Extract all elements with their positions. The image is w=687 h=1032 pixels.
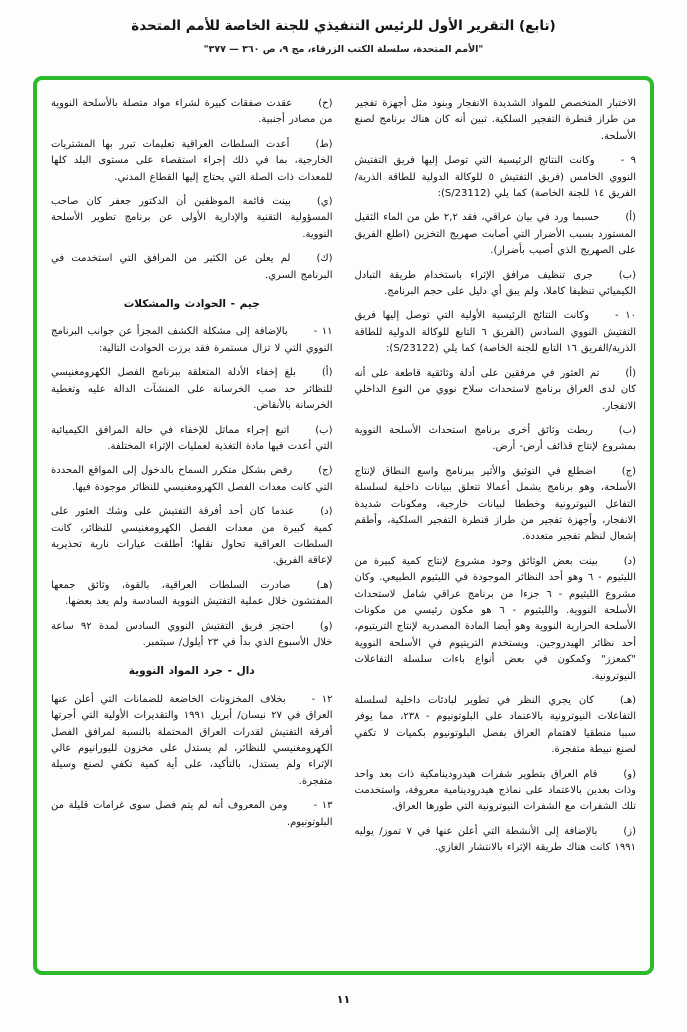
paragraph-marker: (هـ) <box>316 579 333 591</box>
paragraph <box>51 504 333 570</box>
paragraph <box>51 251 333 284</box>
paragraph-text: ربطت وثائق أخرى برنامج استحداث الأسلحة النووية بمشروع لإنتاج قذائف أرض- أرض. <box>354 424 636 453</box>
paragraph-text: بينت بعض الوثائق وجود مشروع لإنتاج كمية كبيرة من الليثيوم - ٦ وهو أحد النظائر الموجودة في الليثيوم الطبيعي. وكان مشروع الليثيوم - ٦ جزءا من برنامج عراقي شامل لاستحداث الأسلحة النووية. والليثيوم - ٦ هو مكون رئيسي من مكونات الأسلحة الحرارية النووية وهو أيضا المادة المصدرية لإنتاج التريتيوم، أحد نظائر الهيدروجين. ويستخدم التريتيوم في الأسلحة النووية "كمعزز" وكمكون في بعض أنواع باءات سلسلة التفاعلات النيوترونية. <box>354 555 636 682</box>
paragraph-text: بالإضافة إلى الأنشطة التي أعلن عنها في ٧ تموز/ يوليه ١٩٩١ كانت هناك طريقة الإثراء بالانتشار الغازي. <box>354 825 636 854</box>
section-heading <box>51 663 333 679</box>
two-column-text-area <box>51 96 636 961</box>
paragraph <box>355 308 637 357</box>
paragraph <box>355 210 637 259</box>
paragraph <box>355 268 637 301</box>
left-column <box>51 96 333 961</box>
paragraph-marker: (أ) <box>625 212 636 224</box>
paragraph-marker: ١١ - <box>313 326 333 338</box>
paragraph-marker: (ط) <box>315 138 333 150</box>
paragraph-marker: ١٣ - <box>313 800 333 812</box>
paragraph-text: ومن المعروف أنه لم يتم فصل سوى غرامات قليلة من البلوتونيوم. <box>51 800 333 828</box>
paragraph-text: قام العراق بتطوير شفرات هيدرودينامكية ذات بعد واحد وذات بعدين بالاعتماد على نماذج هيدرودينامية معروفة، واستخدمت تلك الشفرات مع الشفرات النيوترونية التي طورها العراق. <box>354 768 636 813</box>
paragraph <box>51 798 333 831</box>
paragraph <box>51 137 333 186</box>
paragraph-text: جرى تنظيف مرافق الإثراء باستخدام طريقة التبادل الكيميائي تنظيفا كاملا، ولم يبق أي دليل على حجم البرنامج. <box>354 269 636 298</box>
section-heading <box>51 296 333 312</box>
paragraph-marker: (ب) <box>618 269 636 281</box>
paragraph-text: صادرت السلطات العراقية، بالقوة، وثائق جمعها المفتشون خلال عملية التفتيش النووية السادسة ولم يعد بعضها. <box>51 579 333 608</box>
paragraph-text: وكانت النتائج الرئيسية الأولية التي توصل إليها فريق التفتيش النووي السادس (الفريق ٦ التابع للوكالة الدولية للطاقة الذرية/الفريق ١٦ التابع للجنة الخاصة) كما يلي (S/23122): <box>354 310 636 355</box>
paragraph-text: عندما كان أحد أفرقة التفتيش على وشك العثور على كمية كبيرة من معدات الفصل الكهرومغنيسي للنظائر، كانت السلطات العراقية تحاول نقلها؛ أطلقت عيارات نارية تحذيرية لإعاقة الفريق. <box>51 506 333 567</box>
paragraph <box>51 619 333 652</box>
paragraph-marker: (ب) <box>618 424 636 436</box>
paragraph-text: بينت قائمة الموظفين أن الدكتور جعفر كان صاحب المسؤولية التقنية والإدارية الأولى عن برنامج تطوير الأسلحة النووية. <box>51 196 333 240</box>
paragraph <box>51 578 333 611</box>
paragraph <box>51 194 333 243</box>
paragraph-marker: (هـ) <box>619 695 636 706</box>
document-subtitle: "الأمم المتحدة، سلسلة الكتب الزرقاء، مج ٩، ص ٣٦٠ — ٣٧٧" <box>203 44 484 56</box>
right-column <box>355 96 637 961</box>
paragraph-marker: ٩ - <box>620 155 636 167</box>
paragraph <box>355 693 637 759</box>
paragraph-text: كان يجري النظر في تطوير لبادئات داخلية لسلسلة التفاعلات النيوترونية بالاعتماد على البلوتونيوم - ٢٣٨، مما يوفر سببا منطقيا لاهتمام العراق بفصل البلوتونيوم بكميات لا تكفي لصنع نبيطة متفجرة. <box>354 695 636 756</box>
paragraph-text: دال - جرد المواد النووية <box>128 665 255 678</box>
paragraph-text: حسبما ورد في بيان عراقي، فقد ٢,٢ طن من الماء الثقيل المستورد بسبب الأضرار التي أصابت صهريج التخزين (اطلع الفريق على الصهريج الذي أصيب بأضرار). <box>354 212 636 257</box>
paragraph-marker: (د) <box>320 506 333 518</box>
paragraph-marker: (د) <box>623 555 636 567</box>
paragraph-text: تم العثور في مرفقين على أدلة وثائقية قاطعة على أنه كان لدى العراق برنامج لاستحداث سلاح نووي من النوع الداخلي الانفجار. <box>354 367 636 412</box>
paragraph-text: لم يعلن عن الكثير من المرافق التي استخدمت في البرنامج السري. <box>51 253 333 281</box>
paragraph <box>51 365 333 414</box>
paragraph-text: الاختبار المتخصص للمواد الشديدة الانفجار وبنود مثل أجهزة تفجير من طراز قنطرة التفجير السلكية. تبين أنه كان هناك برنامج لصنع الأسلحة. <box>354 98 636 142</box>
paragraph <box>355 767 637 816</box>
paragraph <box>51 423 333 456</box>
paragraph-marker: (و) <box>319 620 333 632</box>
paragraph-marker: ١٠ - <box>614 310 636 322</box>
paragraph <box>355 824 637 857</box>
paragraph-text: احتجز فريق التفتيش النووي السادس لمدة ٩٢ ساعة خلال الأسبوع الذي بدأ في ٢٣ أيلول/ سبتمبر. <box>51 620 333 648</box>
paragraph <box>51 463 333 496</box>
paragraph-marker: (ك) <box>316 253 333 265</box>
paragraph <box>51 692 333 790</box>
paragraph-marker: (ي) <box>316 196 333 208</box>
green-border-frame <box>33 76 654 975</box>
paragraph <box>355 366 637 415</box>
paragraph <box>51 324 333 357</box>
paragraph-text: اتبع إجراء مماثل للإخفاء في حالة المرافق الكيميائية التي أعدت فيها مادة التغذية لعمليات الإثراء المختلفة. <box>51 424 333 452</box>
paragraph-marker: (ب) <box>315 424 333 436</box>
paragraph-text: عقدت صفقات كبيرة لشراء مواد متصلة بالأسلحة النووية من مصادر أجنبية. <box>51 98 333 126</box>
paragraph-marker: (ز) <box>623 825 636 837</box>
paragraph-marker: ١٢ - <box>311 693 333 705</box>
paragraph-text: اضطلع في التوثيق والأثير ببرنامج واسع النطاق لإنتاج الأسلحة، وهو برنامج يشمل أعمالا تتعلق ببيانات داخلية لسلسلة التفاعل النيوترونية وخططا لبيانات خارجية، ومكونات شديدة الانفجار، وأجهزة تفجير من طراز قنطرة التفجير السلكية، وأطقم إشعال لنظم تفجير متعددة. <box>354 465 636 543</box>
paragraph-text: أعدت السلطات العراقية تعليمات تبرر بها المشتريات الخارجية، بما في ذلك إجراء استقصاء على مستوى البلد كلها للمعدات ذات الصلة التي يحتاج إليها القطاع المدني. <box>51 138 333 183</box>
document-title: (تابع) التقرير الأول للرئيس التنفيذي للجنة الخاصة للأمم المتحدة <box>131 18 556 34</box>
paragraph <box>355 423 637 456</box>
paragraph-marker: (أ) <box>625 367 636 379</box>
paragraph-text: بالإضافة إلى مشكلة الكشف المجزأ عن جوانب البرنامج النووي التي لا تزال مستمرة فقد برزت الحوادث التالية: <box>51 326 333 354</box>
paragraph <box>51 96 333 129</box>
paragraph-marker: (و) <box>623 768 636 780</box>
paragraph <box>355 96 637 145</box>
paragraph-marker: (ج) <box>318 465 333 477</box>
paragraph <box>355 464 637 546</box>
paragraph-text: جيم - الحوادث والمشكلات <box>123 298 260 311</box>
paragraph-text: بخلاف المخزونات الخاضعة للضمانات التي أعلن عنها العراق في ٢٧ نيسان/ أبريل ١٩٩١ والتقديرات الأولية التي أجرتها أفرقة التفتيش لقدرات العراق المحتملة بالنسبة لمرافق الفصل الكهرومغنيسي للنظائر، لم يستدل على مخزون لليورانيوم عالي الإثراء ولم يستدل، بالتأكيد، على أية كمية تكفي لصنع وسيلة متفجرة. <box>51 693 333 787</box>
paragraph-text: رفض بشكل متكرر السماح بالدخول إلى المواقع المحددة التي كانت معدات الفصل الكهرومغنيسي للنظائر موجودة فيها. <box>51 465 333 493</box>
paragraph-marker: (أ) <box>321 367 333 379</box>
paragraph-text: وكانت النتائج الرئيسية التي توصل إليها فريق التفتيش النووي الخامس (فريق التفتيش ٥ للوكالة الدولية للطاقة الذرية/ الفريق ١٤ للجنة الخاصة) كما يلي (S/23112): <box>354 155 636 200</box>
paragraph-marker: (ج) <box>621 465 636 477</box>
paragraph-marker: (ح) <box>318 98 333 109</box>
paragraph-text: بلغ إخفاء الأدلة المتعلقة ببرنامج الفصل الكهرومغنيسي للنظائر حد صب الخرسانة على المنشآت الدالة عليه وتغطية الخرسانة بالأنقاض. <box>51 367 333 412</box>
page-header <box>0 0 687 55</box>
page-number: ١١ <box>336 993 351 1006</box>
paragraph <box>355 554 637 685</box>
paragraph <box>355 153 637 202</box>
